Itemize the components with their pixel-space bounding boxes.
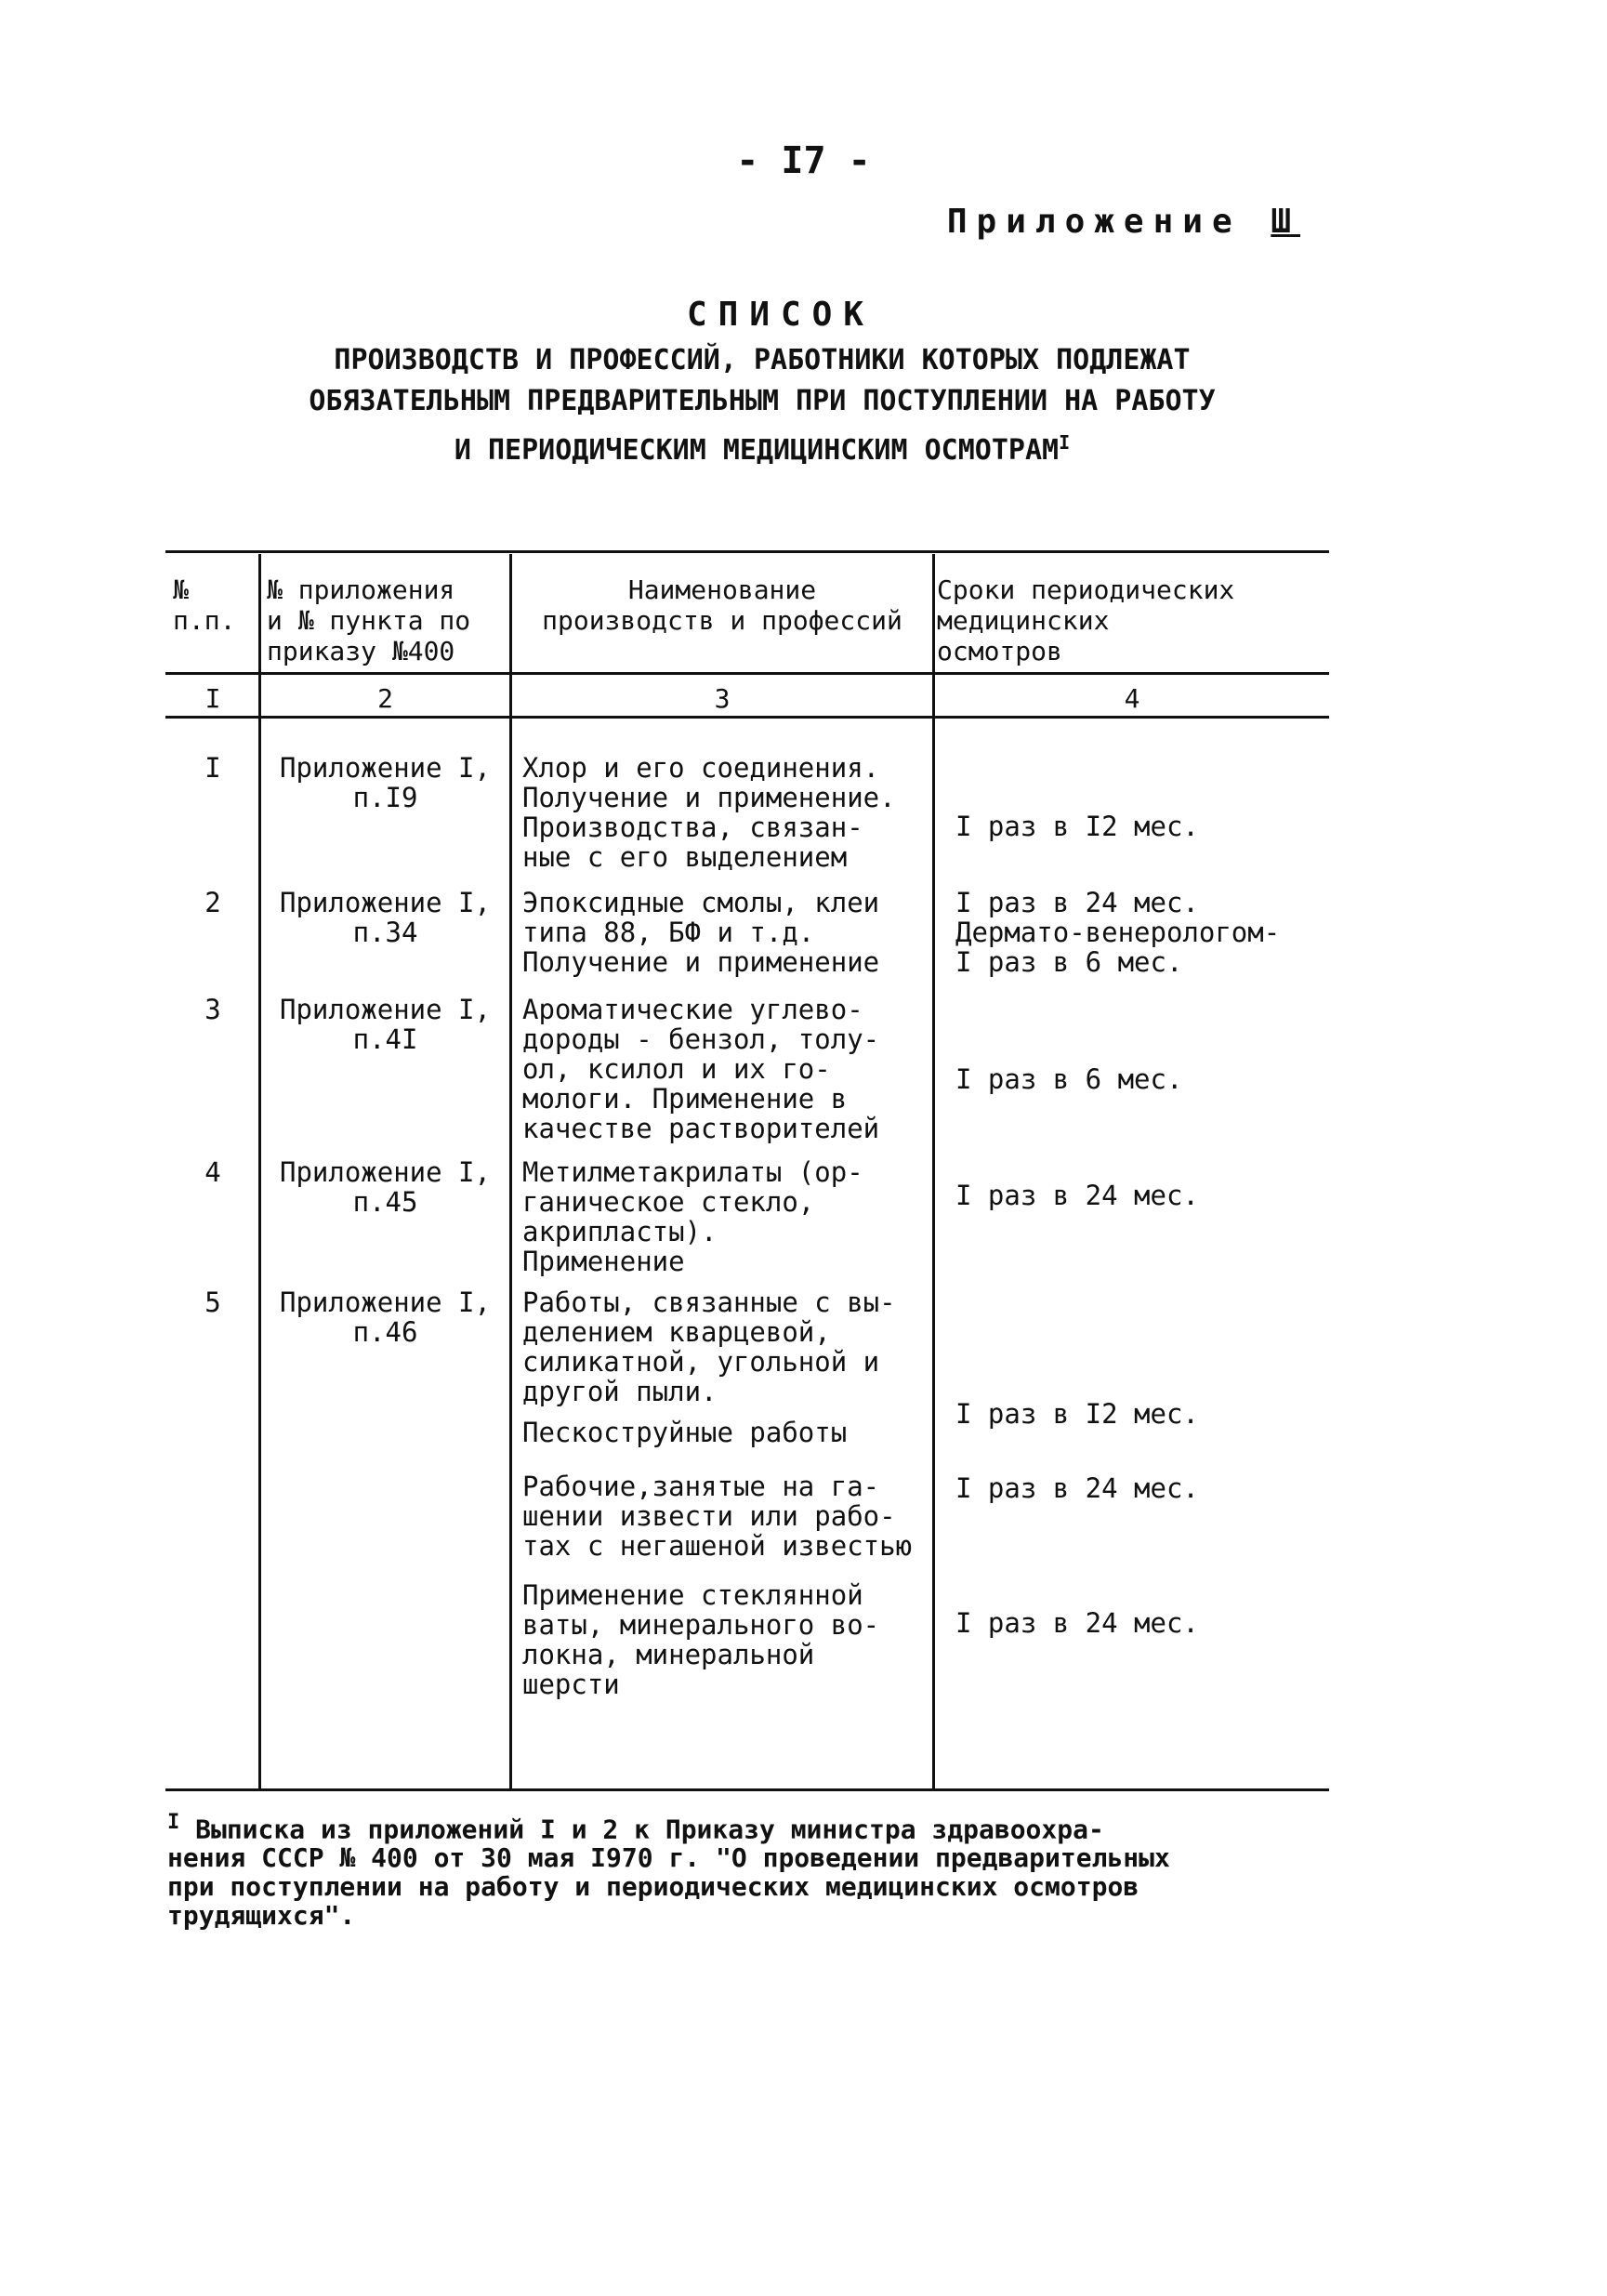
subtitle-line-3 xyxy=(0,422,1524,471)
footnote-mark: I xyxy=(167,1811,180,1834)
document-title: СПИСОК xyxy=(686,296,876,334)
subtitle-line-3-text: И ПЕРИОДИЧЕСКИМ МЕДИЦИНСКИМ ОСМОТРАМ xyxy=(454,434,1060,467)
row-4-period: I раз в 24 мес. xyxy=(955,1180,1199,1211)
row-7-name: Рабочие,занятые на га- шении извести или рабо- тах с негашеной известью xyxy=(522,1471,913,1562)
row-8-period: I раз в 24 мес. xyxy=(955,1607,1199,1639)
subtitle-footnote-mark: I xyxy=(1059,431,1071,454)
appendix-label-text: Приложение xyxy=(946,203,1242,241)
row-3-name: Ароматические углево- дороды - бензол, толу- ол, ксилол и их го- мологи. Применение в качестве растворителей xyxy=(522,994,880,1144)
row-2-ref: Приложение I, п.34 xyxy=(280,887,491,948)
row-6-period: I раз в I2 мес. xyxy=(955,1398,1199,1430)
table-header-rule xyxy=(165,672,1329,675)
document-subtitle xyxy=(0,340,1524,471)
row-1-num: I xyxy=(204,752,221,784)
table-bottom-rule xyxy=(165,1788,1329,1791)
row-3-period: I раз в 6 мес. xyxy=(955,1063,1183,1095)
table-col-divider-3 xyxy=(932,554,935,1790)
appendix-number: Ш xyxy=(1271,203,1300,241)
row-5-name: Работы, связанные с вы- делением кварцевой, силикатной, угольной и другой пыли. xyxy=(522,1287,896,1407)
subtitle-line-1: ПРОИЗВОДСТВ И ПРОФЕССИЙ, РАБОТНИКИ КОТОРЫХ ПОДЛЕЖАТ xyxy=(334,344,1191,376)
appendix-label xyxy=(947,203,1300,241)
column-number-1: I xyxy=(204,683,221,714)
column-number-3: 3 xyxy=(714,683,731,714)
page-number: - I7 - xyxy=(736,139,871,182)
row-5-ref: Приложение I, п.46 xyxy=(280,1287,491,1348)
footnote xyxy=(167,1808,1170,1930)
row-3-num: 3 xyxy=(204,994,221,1025)
header-period: Сроки периодических медицинских осмотров xyxy=(937,574,1235,666)
row-8-name: Применение стеклянной ваты, минерального во- локна, минеральной шерсти xyxy=(522,1579,880,1700)
header-name: Наименование производств и профессий xyxy=(542,574,902,636)
table-col-divider-2 xyxy=(509,554,512,1790)
column-number-2: 2 xyxy=(377,683,393,714)
row-2-name: Эпоксидные смолы, клеи типа 88, БФ и т.д. Получение и применение xyxy=(522,887,880,978)
row-1-period: I раз в I2 мес. xyxy=(955,811,1199,842)
header-ref: № приложения и № пункта по приказу №400 xyxy=(267,574,471,666)
row-4-name: Метилметакрилаты (ор- ганическое стекло, акрипласты). Применение xyxy=(522,1156,863,1277)
column-number-4: 4 xyxy=(1124,683,1140,714)
row-4-num: 4 xyxy=(204,1156,221,1188)
row-6-name: Пескоструйные работы xyxy=(522,1417,848,1448)
subtitle-line-2: ОБЯЗАТЕЛЬНЫМ ПРЕДВАРИТЕЛЬНЫМ ПРИ ПОСТУПЛЕНИИ НА РАБОТУ xyxy=(309,385,1216,417)
row-1-ref: Приложение I, п.I9 xyxy=(280,752,491,813)
row-2-num: 2 xyxy=(204,887,221,918)
row-1-name: Хлор и его соединения. Получение и применение. Производства, связан- ные с его выделением xyxy=(522,752,896,873)
table-top-rule xyxy=(165,550,1329,553)
row-5-num: 5 xyxy=(204,1287,221,1318)
footnote-text: Выписка из приложений I и 2 к Приказу министра здравоохра- нения СССР № 400 от 30 мая I970 г. "О проведении предварительных при поступлении на работу и периодических медицинских осмотров трудящихся". xyxy=(167,1814,1170,1932)
row-7-period: I раз в 24 мес. xyxy=(955,1472,1199,1504)
row-4-ref: Приложение I, п.45 xyxy=(280,1156,491,1218)
row-2-period: I раз в 24 мес. Дермато-венерологом- I раз в 6 мес. xyxy=(955,887,1281,978)
table-colnum-rule xyxy=(165,716,1329,719)
row-3-ref: Приложение I, п.4I xyxy=(280,994,491,1055)
header-num: № п.п. xyxy=(173,574,236,636)
